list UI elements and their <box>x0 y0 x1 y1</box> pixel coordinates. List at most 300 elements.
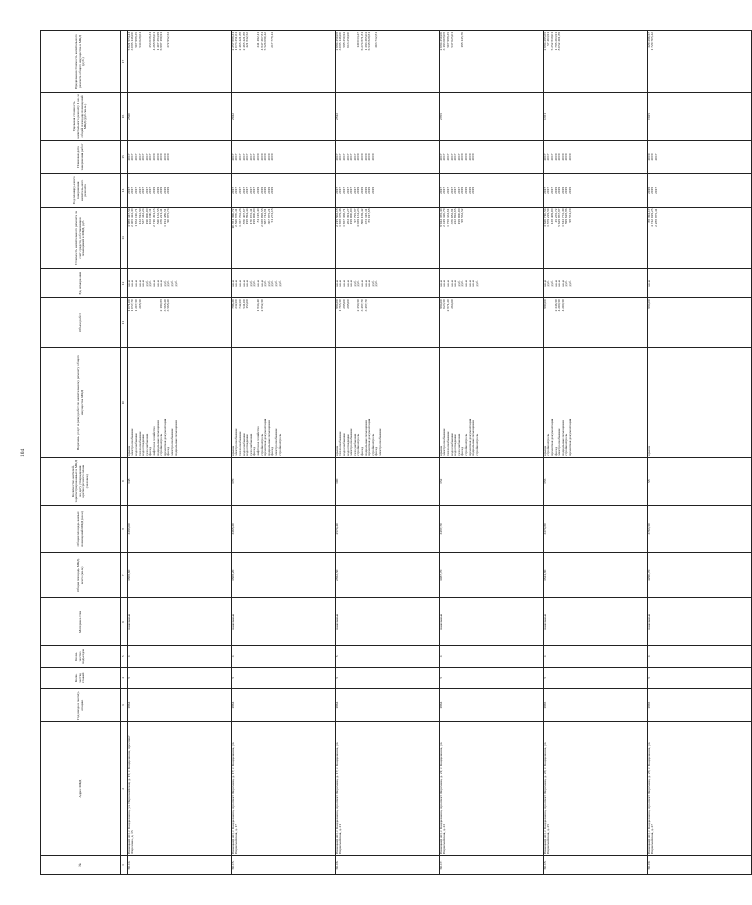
entrance-count: 5 <box>335 646 439 667</box>
planned-year-line: 2019 <box>259 186 264 194</box>
column-number: 2 <box>121 722 128 856</box>
planned-year-line: 2017 <box>442 186 447 194</box>
cost-limit-line: 2 257 888,31 <box>230 32 235 51</box>
work-item-line <box>695 349 699 456</box>
living-area: 3763,50 <box>647 505 751 553</box>
work-volume-line: 1 071,00 <box>126 299 131 312</box>
planned-year-line: 2017 <box>252 186 257 194</box>
wall-material: панельные <box>543 598 647 646</box>
planned-date-line <box>383 142 387 172</box>
unit-line: кв.м <box>134 280 139 287</box>
cost-limit <box>647 31 751 93</box>
unit-line: кв.м <box>467 280 472 287</box>
wall-material: панельные <box>335 598 439 646</box>
work-volume-line: 990,00 <box>542 299 547 309</box>
repair-cost-line: 132 812,50 <box>137 208 142 225</box>
row-number: 66.16. <box>335 855 439 874</box>
work-volume-line: 3 487,70 <box>360 299 365 312</box>
specific-cost: 2820 <box>127 93 231 141</box>
repair-cost-list <box>232 209 282 268</box>
planned-year-line: 2019 <box>460 186 465 194</box>
repair-cost-line <box>383 209 387 268</box>
planned-date-line: 2017 <box>456 153 461 161</box>
work-volume-line: 1 207,50 <box>134 299 139 312</box>
unit-line: кв.м <box>363 280 368 287</box>
header-cell: Удельная стоимость капитального ремонту 1 кв. м общей площади помещений МКД (руб./кв.м.) <box>41 93 121 141</box>
work-item-line: электроснабжение <box>349 428 354 456</box>
specific-cost: 2812 <box>335 93 439 141</box>
planned-year-line: 2017 <box>342 186 347 194</box>
planned-date-line: 2019 <box>152 153 157 161</box>
repair-cost-line: 1 357 702,26 <box>238 208 243 227</box>
planned-year-line: 2017 <box>446 186 451 194</box>
work-volume-line: 3 568,20 <box>162 299 167 312</box>
planned-year-line: 2019 <box>646 186 651 194</box>
repair-cost-line: 9 943 355,30 <box>438 208 443 227</box>
column-number: 9 <box>121 457 128 505</box>
work-volume-line: 623,50 <box>442 299 447 309</box>
planned-date-line: 2017 <box>542 153 547 161</box>
work-item-line: лифтовое хозяйство <box>152 426 157 456</box>
work-volume-line: 1 834,40 <box>256 299 261 312</box>
building-address: Ненецкий АО, г. Кандалакша, проспект Ферсмана, д. 23; г. Кандалакша, ул. Первомайская, д. 25 <box>543 722 647 856</box>
header-row <box>41 31 121 875</box>
cost-limit-line: 341 492,11 <box>256 32 261 48</box>
planned-date-line: 2017 <box>449 153 454 161</box>
planned-date-line: 2017 <box>137 153 142 161</box>
repair-cost-line: 2 465 422,30 <box>130 208 135 227</box>
repair-cost-list <box>128 209 178 268</box>
repair-cost-line: 98 552,52 <box>460 208 465 223</box>
unit-line: кв.м <box>256 280 261 287</box>
cost-limit-line: 217 778,14 <box>270 32 275 48</box>
specific-cost: 2765 <box>439 93 543 141</box>
wall-material: панельные <box>647 598 751 646</box>
planned-date <box>335 140 439 173</box>
planned-year-line: 2017 <box>349 186 354 194</box>
work-item-list <box>544 349 594 456</box>
work-item-line: водоснабжение <box>241 433 246 456</box>
repair-cost-line <box>279 209 283 268</box>
row-number: 66.17. <box>439 855 543 874</box>
floor-count: 5 <box>335 667 439 688</box>
unit-line: кв.м <box>259 280 264 287</box>
repair-cost-line: 1 658 379,46 <box>338 208 343 227</box>
repair-cost-line: 840 132,58 <box>155 208 160 225</box>
unit-line: руб. <box>148 280 153 287</box>
work-volume-line: 2 190,88 <box>159 299 164 312</box>
planned-year-line <box>695 175 699 205</box>
unit-line: руб. <box>370 280 375 287</box>
work-item-line: проектная документация <box>550 418 555 456</box>
repair-plan-table <box>40 30 752 875</box>
unit-line: кв.м <box>238 280 243 287</box>
unit-line: руб. <box>277 280 282 287</box>
repair-cost-line: 198 894,44 <box>245 208 250 225</box>
cost-limit-line: 3 095 146,00 <box>338 32 343 51</box>
repair-cost-line: 2 716 491,15 <box>152 208 157 227</box>
wall-material: панельные <box>127 598 231 646</box>
planned-year-line: 2017 <box>130 186 135 194</box>
cost-limit-line <box>487 32 491 91</box>
planned-year-line: 2017 <box>137 186 142 194</box>
unit-line: кв.м <box>438 280 443 287</box>
column-number: 15 <box>121 140 128 173</box>
work-volume-line: 2 346,50 <box>553 299 558 312</box>
resident-count: 58 <box>647 457 751 505</box>
work-item-line <box>591 349 595 456</box>
unit-list <box>544 271 594 297</box>
unit-list <box>128 271 178 297</box>
header-cell: Плановая дата завершения работ <box>41 140 121 173</box>
repair-cost-line: 2 419 326,79 <box>442 208 447 227</box>
repair-cost-line <box>695 209 699 268</box>
repair-cost-line: 45 235,72 <box>553 208 558 223</box>
repair-cost-line: 98 551,19 <box>568 208 573 223</box>
cost-limit-line: 613 250,00 <box>345 32 350 48</box>
work-volume-list <box>232 299 282 346</box>
work-volume <box>647 298 751 348</box>
commission-year: 1964 <box>127 689 231 722</box>
unit-line: кв.м <box>464 280 469 287</box>
planned-year-line: 2019 <box>650 186 655 194</box>
work-item-line: фасад <box>360 447 365 456</box>
planned-year-line <box>383 175 387 205</box>
work-item-line: подвальные помещения <box>266 420 271 456</box>
unit-line <box>591 271 595 297</box>
building-address: Ненецкий АО, г. Кандалакша, проспект Ферсмана, д. 21; г. Кандалакша, ул. Первомайская, д. 23 <box>439 722 543 856</box>
planned-date-line: 2019 <box>464 153 469 161</box>
repair-cost-line: 97 795,87 <box>352 208 357 223</box>
work-item-line: водоотведение <box>245 434 250 456</box>
unit <box>439 269 543 298</box>
work-volume <box>543 298 647 348</box>
cost-limit <box>127 31 231 93</box>
work-item-line: электроснабжение <box>557 428 562 456</box>
unit-line: руб. <box>266 280 271 287</box>
planned-year-list <box>336 175 386 205</box>
planned-date-line: 2017 <box>245 153 250 161</box>
work-item-line: стройконтроль <box>464 433 469 456</box>
repair-cost-line: 599 628,86 <box>564 208 569 225</box>
commission-year: 1964 <box>439 689 543 722</box>
unit-line <box>695 271 699 297</box>
repair-cost-list <box>440 209 490 268</box>
unit-line: руб. <box>270 280 275 287</box>
planned-date-line: 2017 <box>241 153 246 161</box>
cost-limit-line <box>695 32 699 91</box>
planned-date-line: 2017 <box>550 153 555 161</box>
unit-line: кв.м <box>152 280 157 287</box>
planned-year-line: 2017 <box>230 186 235 194</box>
planned-date-line: 2017 <box>230 153 235 161</box>
work-volume-line: 541,00 <box>241 299 246 309</box>
work-volume <box>439 298 543 348</box>
planned-year-line: 2019 <box>363 186 368 194</box>
planned-date-list <box>336 142 386 172</box>
cost-limit-line: 2 465 421,88 <box>238 32 243 51</box>
cost-limit-line: 57 463,91 <box>546 32 551 46</box>
work-volume-list <box>440 299 490 346</box>
unit-line: руб. <box>356 280 361 287</box>
unit-line: руб. <box>166 280 171 287</box>
work-item <box>231 348 335 458</box>
work-item-line: крыша <box>646 445 651 456</box>
work-item-line: газоснабжение <box>456 433 461 456</box>
row-number: 66.18. <box>543 855 647 874</box>
column-number: 14 <box>121 174 128 207</box>
repair-cost-list <box>336 209 386 268</box>
unit <box>647 269 751 298</box>
planned-date-line: 2019 <box>356 153 361 161</box>
planned-year-list <box>648 175 698 205</box>
cost-limit-line: 6 997 180,91 <box>159 32 164 51</box>
unit-line: кв.м <box>367 280 372 287</box>
cost-limit-line: 6 274 871,81 <box>360 32 365 51</box>
planned-year <box>647 174 751 207</box>
commission-year: 1964 <box>231 689 335 722</box>
repair-cost-line: 102 190,11 <box>148 208 153 225</box>
floor-count: 5 <box>439 667 543 688</box>
floor-count: 5 <box>543 667 647 688</box>
entrance-count: 4 <box>543 646 647 667</box>
resident-count: 152 <box>439 457 543 505</box>
unit-line: кв.м <box>557 280 562 287</box>
specific-cost: 1925 <box>647 93 751 141</box>
cost-limit-line: 507 988,35 <box>446 32 451 48</box>
living-area: 3487,70 <box>439 505 543 553</box>
header-cell: Общая площадь жилых помещений МКД (кв.м) <box>41 505 121 553</box>
planned-year-line: 2019 <box>464 186 469 194</box>
unit-line: руб. <box>248 280 253 287</box>
unit-line: кв.м <box>230 280 235 287</box>
unit-line: кв.м <box>553 280 558 287</box>
planned-year-line: 2019 <box>152 186 157 194</box>
planned-year-line: 2017 <box>352 186 357 194</box>
repair-cost-line: 199 000,00 <box>252 208 257 225</box>
unit-line: кв.м <box>141 280 146 287</box>
unit-line: кв.м <box>126 280 131 287</box>
work-item <box>335 348 439 458</box>
work-item <box>543 348 647 458</box>
planned-year-line: 2019 <box>471 186 476 194</box>
repair-cost-line: 2 215 502,18 <box>334 208 339 227</box>
planned-year <box>127 174 231 207</box>
repair-cost-list <box>648 209 698 268</box>
planned-date-line: 2017 <box>345 153 350 161</box>
planned-year-list <box>232 175 282 205</box>
work-volume <box>335 298 439 348</box>
planned-year-line: 2017 <box>654 186 659 194</box>
unit-line: руб. <box>564 280 569 287</box>
planned-date-line: 2017 <box>134 153 139 161</box>
repair-cost-line: 866 169,42 <box>360 208 365 225</box>
cost-limit-line <box>175 32 179 91</box>
work-volume-line: 298,00 <box>342 299 347 309</box>
repair-cost-line: 1 652 110,71 <box>134 208 139 227</box>
work-volume-list <box>128 299 178 346</box>
work-item-line: электроснабжение <box>170 428 175 456</box>
planned-year-line: 2019 <box>256 186 261 194</box>
planned-year-line: 2017 <box>334 186 339 194</box>
unit-line: кв.м <box>137 280 142 287</box>
planned-date-line: 2017 <box>148 153 153 161</box>
cost-limit-line: 1 393 365,04 <box>363 32 368 51</box>
cost-limit-line: 421 832,52 <box>245 32 250 48</box>
resident-count: 155 <box>543 457 647 505</box>
unit-line: кв.м <box>542 280 547 287</box>
planned-date-line: 2017 <box>248 153 253 161</box>
row-number: 66.14. <box>127 855 231 874</box>
building-address: Ненецкий АО, г. Кандалакша, проспект Ферсмана, д. 25; г. Кандалакша, ул. Первомайская, д. 27 <box>647 722 751 856</box>
planned-date <box>543 140 647 173</box>
living-area: 2574,40 <box>335 505 439 553</box>
unit-line: кв.м <box>338 280 343 287</box>
column-number: 7 <box>121 553 128 598</box>
repair-cost-line: 1 879 229,59 <box>546 208 551 227</box>
planned-date-line: 2019 <box>166 153 171 161</box>
work-item-list <box>128 349 178 456</box>
cost-limit-line <box>383 32 387 91</box>
work-item-line: фасад <box>252 447 257 456</box>
resident-count: 148 <box>127 457 231 505</box>
repair-cost-line: 1 758 333,61 <box>446 208 451 227</box>
total-area: 3524,80 <box>543 553 647 598</box>
work-item-line: проектная документация <box>467 418 472 456</box>
unit-line: кв.м <box>471 280 476 287</box>
unit-list <box>440 271 490 297</box>
work-volume-line: 1 765,50 <box>338 299 343 312</box>
column-number: 4 <box>121 667 128 688</box>
planned-date-line <box>591 142 595 172</box>
planned-date <box>647 140 751 173</box>
repair-cost-line: 51 273,18 <box>270 208 275 223</box>
unit-list <box>232 271 282 297</box>
work-item-line: фасад <box>553 447 558 456</box>
work-item-line: крыша <box>126 445 131 456</box>
work-volume-line: 994,00 <box>438 299 443 309</box>
planned-year-line: 2019 <box>367 186 372 194</box>
cost-limit-line: 4 268 966,01 <box>152 32 157 51</box>
column-number: 16 <box>121 93 128 141</box>
total-area: 3568,60 <box>127 553 231 598</box>
work-item-line: газоснабжение <box>248 433 253 456</box>
work-item-line: теплоснабжение <box>338 431 343 456</box>
work-item-line: газоснабжение <box>144 433 149 456</box>
unit-line: руб. <box>144 280 149 287</box>
unit-line: кв.м <box>241 280 246 287</box>
work-volume <box>127 298 231 348</box>
work-item-line: проектная документация <box>367 418 372 456</box>
repair-cost-line <box>175 209 179 268</box>
planned-year-line: 2017 <box>546 186 551 194</box>
planned-year-line: 2017 <box>148 186 153 194</box>
repair-cost <box>127 207 231 269</box>
planned-date-list <box>544 142 594 172</box>
work-item-line: теплоснабжение <box>238 431 243 456</box>
table-row <box>231 31 335 875</box>
planned-date-line: 2017 <box>334 153 339 161</box>
cost-limit-line: 5 252 819,01 <box>550 32 555 51</box>
planned-year-line: 2019 <box>162 186 167 194</box>
commission-year: 1964 <box>335 689 439 722</box>
planned-year-line <box>175 175 179 205</box>
repair-cost-line: 476 221,41 <box>159 208 164 225</box>
planned-date-list <box>648 142 698 172</box>
planned-year-line: 2019 <box>155 186 160 194</box>
planned-date-line: 2017 <box>144 153 149 161</box>
work-item <box>439 348 543 458</box>
planned-date-line: 2019 <box>557 153 562 161</box>
unit-line: руб. <box>456 280 461 287</box>
entrance-count: 4 <box>647 646 751 667</box>
repair-cost-line: 85 017,68 <box>367 208 372 223</box>
header-cell: Год ввода в эксплу-атацию <box>41 689 121 722</box>
planned-year-line: 2017 <box>449 186 454 194</box>
planned-date-line: 2019 <box>270 153 275 161</box>
header-cell: Год планиру-емого завершения капиталь-ного ремонта <box>41 174 121 207</box>
unit <box>127 269 231 298</box>
unit-line: кв.м <box>342 280 347 287</box>
planned-year-list <box>544 175 594 205</box>
cost-limit-list <box>648 32 698 91</box>
planned-date-line: 2017 <box>342 153 347 161</box>
unit-line: кв.м <box>245 280 250 287</box>
cost-limit-line: 1 729 705,42 <box>650 32 655 51</box>
unit-line: кв.м <box>446 280 451 287</box>
unit-line: руб. <box>550 280 555 287</box>
work-volume-line: 3 568,20 <box>166 299 171 312</box>
planned-year-line: 2019 <box>360 186 365 194</box>
repair-cost-line: 367 975,21 <box>266 208 271 225</box>
specific-cost: 2942 <box>231 93 335 141</box>
repair-cost-line: 1 613 772,49 <box>560 208 565 227</box>
planned-date-line: 2017 <box>234 153 239 161</box>
cost-limit-line <box>279 32 283 91</box>
work-volume-line <box>175 299 179 346</box>
repair-cost-line: 90 975,74 <box>166 208 171 223</box>
wall-material: панельные <box>231 598 335 646</box>
planned-date-line: 2017 <box>654 153 659 161</box>
unit-line: руб. <box>474 280 479 287</box>
header-cell: № <box>41 855 121 874</box>
unit-list <box>648 271 698 297</box>
repair-cost-line: 4 742 029,25 <box>650 208 655 227</box>
work-item-list <box>336 349 386 456</box>
work-item-line: подвальные помещения <box>560 420 565 456</box>
cost-limit-line: 2 684 295,65 <box>542 32 547 51</box>
planned-year-line: 2019 <box>557 186 562 194</box>
repair-cost-line: 88 394,17 <box>646 208 651 223</box>
planned-date-line: 2019 <box>560 153 565 161</box>
planned-year-line: 2017 <box>234 186 239 194</box>
column-number: 5 <box>121 646 128 667</box>
planned-year-line <box>487 175 491 205</box>
planned-date-line: 2017 <box>453 153 458 161</box>
repair-cost-line: 1 194 486,51 <box>162 208 167 227</box>
work-item-line: электроснабжение <box>442 428 447 456</box>
planned-date-line: 2019 <box>553 153 558 161</box>
unit-line: кв.м <box>442 280 447 287</box>
cost-limit <box>543 31 647 93</box>
unit <box>231 269 335 298</box>
work-volume-list <box>544 299 594 346</box>
cost-limit-line: 8 052 301,89 <box>557 32 562 51</box>
work-item-line: стройконтроль <box>474 433 479 456</box>
unit-line: кв.м <box>453 280 458 287</box>
building-address: Ненецкий АО, г. Кандалакша, проспект Ферсмана, д. 17; г. Кандалакша, ул. Первомайская, д. 17 <box>231 722 335 856</box>
repair-cost <box>439 207 543 269</box>
